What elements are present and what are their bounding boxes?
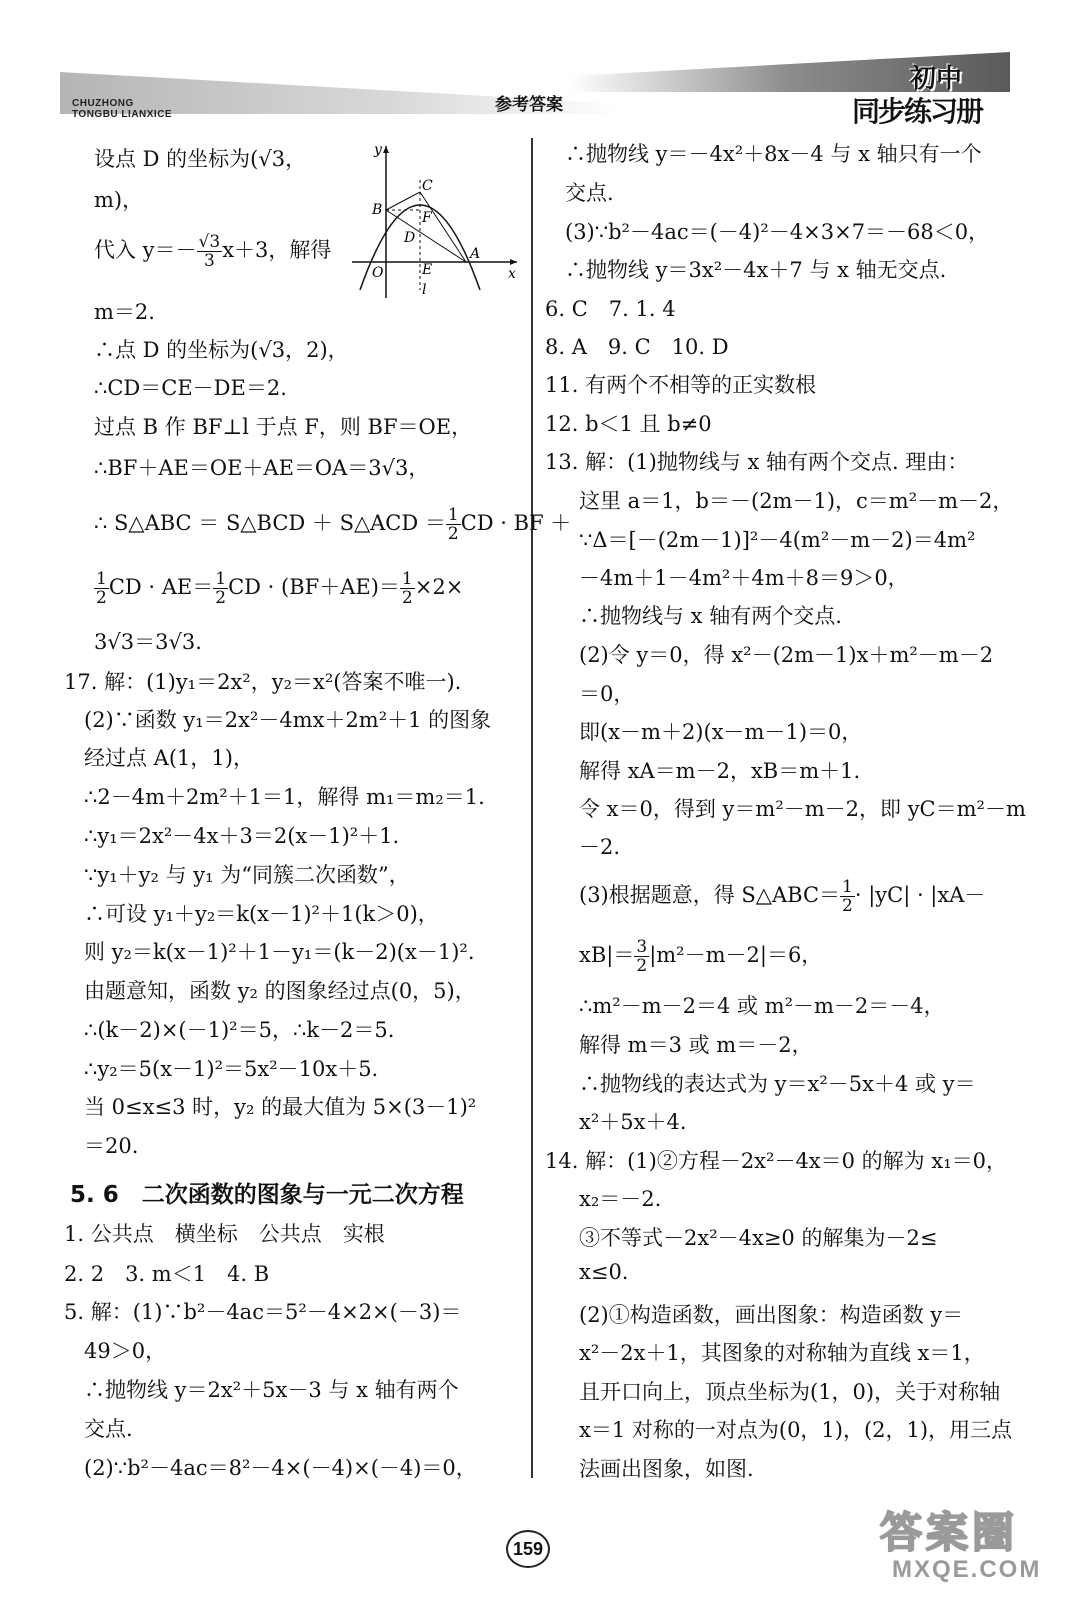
text-line: (2)①构造函数，画出图象：构造函数 y＝: [579, 1303, 964, 1327]
text-line: 17. 解：(1)y₁＝2x²，y₂＝x²(答案不唯一).: [64, 670, 462, 694]
parabola-figure: [342, 140, 522, 300]
text-line: 解得 xA＝m－2，xB＝m＋1.: [579, 759, 861, 783]
fraction: [446, 506, 461, 543]
brand-en-line2: TONGBU LIANXICE: [72, 109, 173, 120]
text-line: ∴y₂＝5(x－1)²＝5x²－10x＋5.: [84, 1057, 379, 1081]
text-line-fraction: [579, 878, 985, 915]
text-line: x＝1 对称的一对点为(0，1)，(2，1)，用三点: [579, 1418, 1013, 1442]
fraction: [840, 878, 855, 915]
text-line: 这里 a＝1，b＝－(2m－1)，c＝m²－m－2，: [579, 489, 1014, 513]
text-line: ∴BF＋AE＝OE＋AE＝OA＝3√3，: [94, 456, 430, 480]
text-segment: CD · AE＝: [108, 575, 214, 599]
section-heading: 5. 6 二次函数的图象与一元二次方程: [70, 1182, 464, 1208]
text-line: 交点.: [84, 1417, 133, 1441]
text-segment: |m²－m－2|＝6，: [649, 943, 823, 967]
text-segment: ×2×: [414, 575, 464, 599]
text-line: x≤0.: [579, 1260, 629, 1284]
text-line: ＝0，: [579, 682, 635, 706]
denominator: 2: [215, 588, 227, 608]
denominator: 2: [447, 524, 459, 544]
text-line: ∴m²－m－2＝4 或 m²－m－2＝－4，: [579, 994, 945, 1018]
text-line: ∴抛物线 y＝－4x²＋8x－4 与 x 轴只有一个: [565, 142, 982, 166]
watermark: [870, 1500, 1060, 1590]
series-logo: [812, 58, 1002, 130]
denominator: 2: [96, 588, 107, 608]
fraction: [400, 570, 415, 607]
text-line: ∴抛物线 y＝3x²－4x＋7 与 x 轴无交点.: [565, 258, 947, 282]
text-segment: xB|＝: [579, 943, 635, 967]
text-segment: CD · (BF＋AE)＝: [228, 575, 400, 599]
text-segment: (3)根据题意，得 S△ABC＝: [579, 883, 841, 907]
text-line: ∴(k－2)×(－1)²＝5，∴k－2＝5.: [84, 1018, 395, 1042]
text-line: (2)∵b²－4ac＝8²－4×(－4)×(－4)＝0，: [84, 1456, 477, 1480]
logo-line1: 初中: [909, 64, 962, 94]
denominator: 3: [203, 251, 215, 271]
fraction: [634, 938, 649, 975]
text-line: ∴抛物线与 x 轴有两个交点.: [579, 604, 842, 628]
watermark-top: 答案圈: [880, 1508, 1019, 1557]
text-line: ∴可设 y₁＋y₂＝k(x－1)²＋1(k＞0)，: [84, 902, 439, 926]
denominator: 2: [842, 896, 853, 916]
text-line: －2.: [579, 835, 621, 859]
text-line: 11. 有两个不相等的正实数根: [545, 373, 817, 397]
text-line: x²＋5x＋4.: [579, 1110, 687, 1134]
text-segment: x＋3，解得: [222, 238, 332, 262]
text-line: 过点 B 作 BF⊥l 于点 F，则 BF＝OE，: [94, 415, 473, 439]
text-line: －4m＋1－4m²＋4m＋8＝9＞0，: [579, 566, 909, 590]
label-b: B: [372, 202, 383, 218]
text-line-fraction: [94, 506, 571, 543]
label-o: O: [372, 265, 384, 281]
fraction: [213, 570, 228, 607]
numerator: 3: [636, 937, 648, 957]
text-line: ∵y₁＋y₂ 与 y₁ 为“同簇二次函数”，: [84, 863, 410, 887]
column-divider: [531, 138, 533, 1478]
text-segment: CD · BF ＋: [460, 511, 572, 535]
text-line: ∴CD＝CE－DE＝2.: [94, 376, 287, 400]
text-line: 13. 解：(1)抛物线与 x 轴有两个交点. 理由：: [545, 450, 969, 474]
watermark-bottom: MXQE.COM: [892, 1556, 1042, 1583]
text-line: 令 x＝0，得到 y＝m²－m－2，即 yC＝m²－m: [579, 797, 1026, 821]
page-number: 159: [506, 1530, 550, 1568]
text-line: (3)∵b²－4ac＝(－4)²－4×3×7＝－68＜0，: [565, 220, 990, 244]
text-line: 解得 m＝3 或 m＝－2，: [579, 1033, 813, 1057]
numerator: 1: [401, 569, 413, 589]
text-line: 当 0≤x≤3 时，y₂ 的最大值为 5×(3－1)²: [84, 1095, 477, 1119]
text-line: ＝20.: [84, 1134, 139, 1158]
text-line: 经过点 A(1，1)，: [84, 746, 254, 770]
text-segment: ∴ S△ABC ＝ S△BCD ＋ S△ACD ＝: [94, 511, 446, 535]
label-y: y: [374, 142, 382, 158]
label-x: x: [508, 266, 516, 282]
text-line: 49＞0，: [84, 1339, 167, 1363]
label-l: l: [422, 282, 427, 298]
numerator: 1: [96, 569, 107, 589]
text-segment: 代入 y＝－: [94, 238, 197, 262]
fraction: [94, 570, 109, 607]
label-a: A: [470, 246, 481, 262]
text-line: (2)∵函数 y₁＝2x²－4mx＋2m²＋1 的图象: [84, 708, 492, 732]
text-line: 6. C 7. 1. 4: [545, 297, 676, 321]
logo-line2: 同步练习册: [851, 95, 982, 128]
text-line: ∵Δ＝[－(2m－1)]²－4(m²－m－2)＝4m²: [579, 528, 976, 552]
denominator: 2: [636, 956, 648, 976]
page-title: 参考答案: [495, 95, 563, 115]
fraction: [197, 233, 223, 270]
text-line: m)，: [94, 188, 144, 212]
text-line: 法画出图象，如图.: [579, 1457, 754, 1481]
numerator: 1: [215, 569, 227, 589]
text-line-fraction: [94, 570, 463, 607]
brand-en-line1: CHUZHONG: [72, 98, 134, 109]
text-line: 由题意知，函数 y₂ 的图象经过点(0，5)，: [84, 979, 476, 1003]
text-line: 12. b＜1 且 b≠0: [545, 412, 712, 436]
text-line: ③不等式－2x²－4x≥0 的解集为－2≤: [579, 1226, 938, 1250]
text-line: 且开口向上，顶点坐标为(1，0)，关于对称轴: [579, 1380, 1001, 1404]
label-c: C: [422, 178, 433, 194]
numerator: 1: [842, 877, 853, 897]
text-line: m＝2.: [94, 300, 155, 324]
text-line: ∴抛物线 y＝2x²＋5x－3 与 x 轴有两个: [84, 1378, 459, 1402]
text-line: 14. 解：(1)②方程－2x²－4x＝0 的解为 x₁＝0，: [545, 1149, 1007, 1173]
text-segment: · |yC| · |xA－: [854, 883, 986, 907]
text-line: x₂＝－2.: [579, 1187, 662, 1211]
numerator: √3: [198, 232, 221, 252]
text-line: 则 y₂＝k(x－1)²＋1－y₁＝(k－2)(x－1)².: [84, 940, 475, 964]
text-line: 1. 公共点 横坐标 公共点 实根: [64, 1222, 385, 1246]
text-line: 交点.: [565, 181, 614, 205]
text-line: 5. 解：(1)∵b²－4ac＝5²－4×2×(－3)＝: [64, 1300, 462, 1324]
text-line: 2. 2 3. m＜1 4. B: [64, 1262, 270, 1286]
text-line-fraction: [94, 233, 331, 270]
denominator: 2: [401, 588, 413, 608]
text-line: 即(x－m＋2)(x－m－1)＝0，: [579, 720, 863, 744]
label-f: F: [422, 210, 432, 226]
text-line: ∴2－4m＋2m²＋1＝1，解得 m₁＝m₂＝1.: [84, 785, 485, 809]
numerator: 1: [447, 505, 459, 525]
text-line: ∴y₁＝2x²－4x＋3＝2(x－1)²＋1.: [84, 824, 400, 848]
text-line: 8. A 9. C 10. D: [545, 335, 729, 359]
label-e: E: [422, 262, 433, 278]
text-line: ∴点 D 的坐标为(√3，2)，: [94, 338, 349, 362]
brand-english: [72, 98, 172, 120]
text-line-fraction: [579, 938, 822, 975]
text-line: x²－2x＋1，其图象的对称轴为直线 x＝1，: [579, 1341, 985, 1365]
text-line: 3√3＝3√3.: [94, 630, 202, 654]
text-line: 设点 D 的坐标为(√3，: [94, 147, 307, 171]
text-line: ∴抛物线的表达式为 y＝x²－5x＋4 或 y＝: [579, 1072, 976, 1096]
text-line: (2)令 y＝0，得 x²－(2m－1)x＋m²－m－2: [579, 643, 994, 667]
label-d: D: [404, 230, 416, 246]
